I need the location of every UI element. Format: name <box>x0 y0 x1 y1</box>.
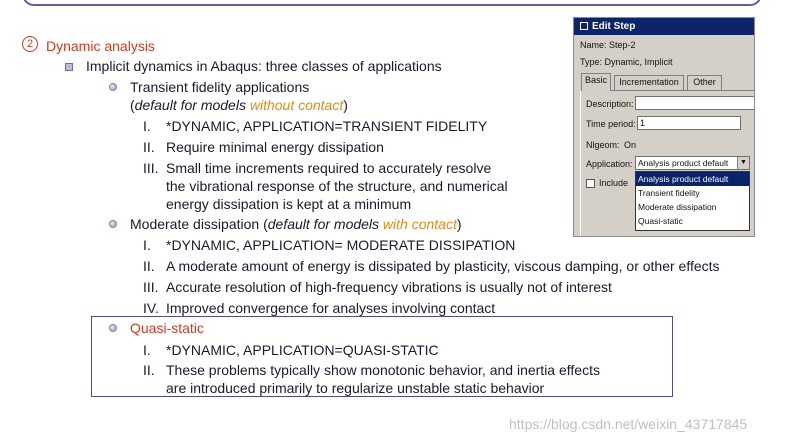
moderate-item-text: Accurate resolution of high-frequency vibrations is usually not of interest <box>166 279 612 295</box>
tab-basic[interactable]: Basic <box>581 73 611 91</box>
transient-note-close: ) <box>343 97 348 113</box>
quasi-item-num: II. <box>143 362 155 378</box>
include-checkbox[interactable] <box>586 179 595 188</box>
transient-item-num: III. <box>143 160 159 176</box>
moderate-item-text: A moderate amount of energy is dissipated by plasticity, viscous damping, or other effects <box>166 258 720 274</box>
moderate-title <box>130 216 462 233</box>
transient-item-text: *DYNAMIC, APPLICATION=TRANSIENT FIDELITY <box>166 118 488 134</box>
dialog-title-bar[interactable] <box>574 18 754 35</box>
window-icon <box>580 22 588 30</box>
quasi-title: Quasi-static <box>130 320 204 336</box>
transient-item-num: II. <box>143 139 155 155</box>
transient-item-text-cont: energy dissipation is kept at a minimum <box>166 196 412 212</box>
quasi-item-text: *DYNAMIC, APPLICATION=QUASI-STATIC <box>166 342 439 358</box>
description-input[interactable] <box>635 96 755 110</box>
nlgeom-label: Nlgeom: <box>586 140 620 150</box>
quasi-item-num: I. <box>143 342 151 358</box>
transient-item-text: Require minimal energy dissipation <box>166 139 384 155</box>
moderate-note-close: ) <box>456 216 462 232</box>
transient-note-highlight: without contact <box>249 97 344 113</box>
intro-line: Implicit dynamics in Abaqus: three classes of applications <box>86 58 442 74</box>
circle-bullet-icon <box>109 83 117 91</box>
moderate-item-text: *DYNAMIC, APPLICATION= MODERATE DISSIPATION <box>166 237 516 253</box>
application-select[interactable]: Analysis product default <box>635 156 750 170</box>
watermark-text: https://blog.csdn.net/weixin_43717845 <box>509 416 748 432</box>
tab-other[interactable]: Other <box>687 75 722 90</box>
time-period-input[interactable]: 1 <box>637 116 741 130</box>
step-type-label: Type: Dynamic, Implicit <box>580 57 673 67</box>
step-name-label: Name: Step-2 <box>580 40 636 50</box>
option-quasi-static[interactable]: Quasi-static <box>638 216 683 226</box>
chevron-down-icon[interactable]: ▼ <box>737 157 749 169</box>
option-moderate-dissipation[interactable]: Moderate dissipation <box>638 202 717 212</box>
moderate-title-prefix: Moderate dissipation ( <box>130 216 268 232</box>
square-bullet-icon <box>65 63 73 71</box>
moderate-item-num: II. <box>143 258 155 274</box>
transient-note <box>130 97 348 114</box>
transient-item-text-cont: the vibrational response of the structure, and numerical <box>166 178 508 194</box>
quasi-item-text-cont: are introduced primarily to regularize unstable static behavior <box>166 380 545 396</box>
application-dropdown-list <box>635 171 750 231</box>
transient-note-open: ( <box>130 97 135 113</box>
transient-item-num: I. <box>143 118 151 134</box>
moderate-item-text: Improved convergence for analyses involving contact <box>166 300 496 316</box>
circle-bullet-icon <box>109 324 117 332</box>
include-label: Include <box>599 178 629 188</box>
nlgeom-value: On <box>624 140 637 150</box>
dialog-title: Edit Step <box>592 21 636 32</box>
circle-bullet-icon <box>109 220 117 228</box>
moderate-item-num: III. <box>143 279 159 295</box>
moderate-note-highlight: with contact <box>382 216 457 232</box>
moderate-item-num: IV. <box>143 300 159 316</box>
transient-note-default: default for models <box>134 97 250 113</box>
quasi-item-text: These problems typically show monotonic behavior, and inertia effects <box>166 362 600 378</box>
option-transient-fidelity[interactable]: Transient fidelity <box>638 188 700 198</box>
time-period-label: Time period: <box>586 119 636 129</box>
option-analysis-product-default[interactable]: Analysis product default <box>636 172 749 186</box>
section-heading: Dynamic analysis <box>46 38 155 54</box>
application-label: Application: <box>586 159 633 169</box>
slide-top-frame <box>22 0 762 6</box>
section-number-badge: 2 <box>22 36 38 52</box>
moderate-item-num: I. <box>143 237 151 253</box>
tab-incrementation[interactable]: Incrementation <box>614 75 684 90</box>
edit-step-dialog <box>573 17 755 237</box>
transient-item-text: Small time increments required to accurately resolve <box>166 160 492 176</box>
description-label: Description: <box>586 99 634 109</box>
moderate-note-default: default for models <box>267 216 383 232</box>
transient-title: Transient fidelity applications <box>130 79 310 95</box>
